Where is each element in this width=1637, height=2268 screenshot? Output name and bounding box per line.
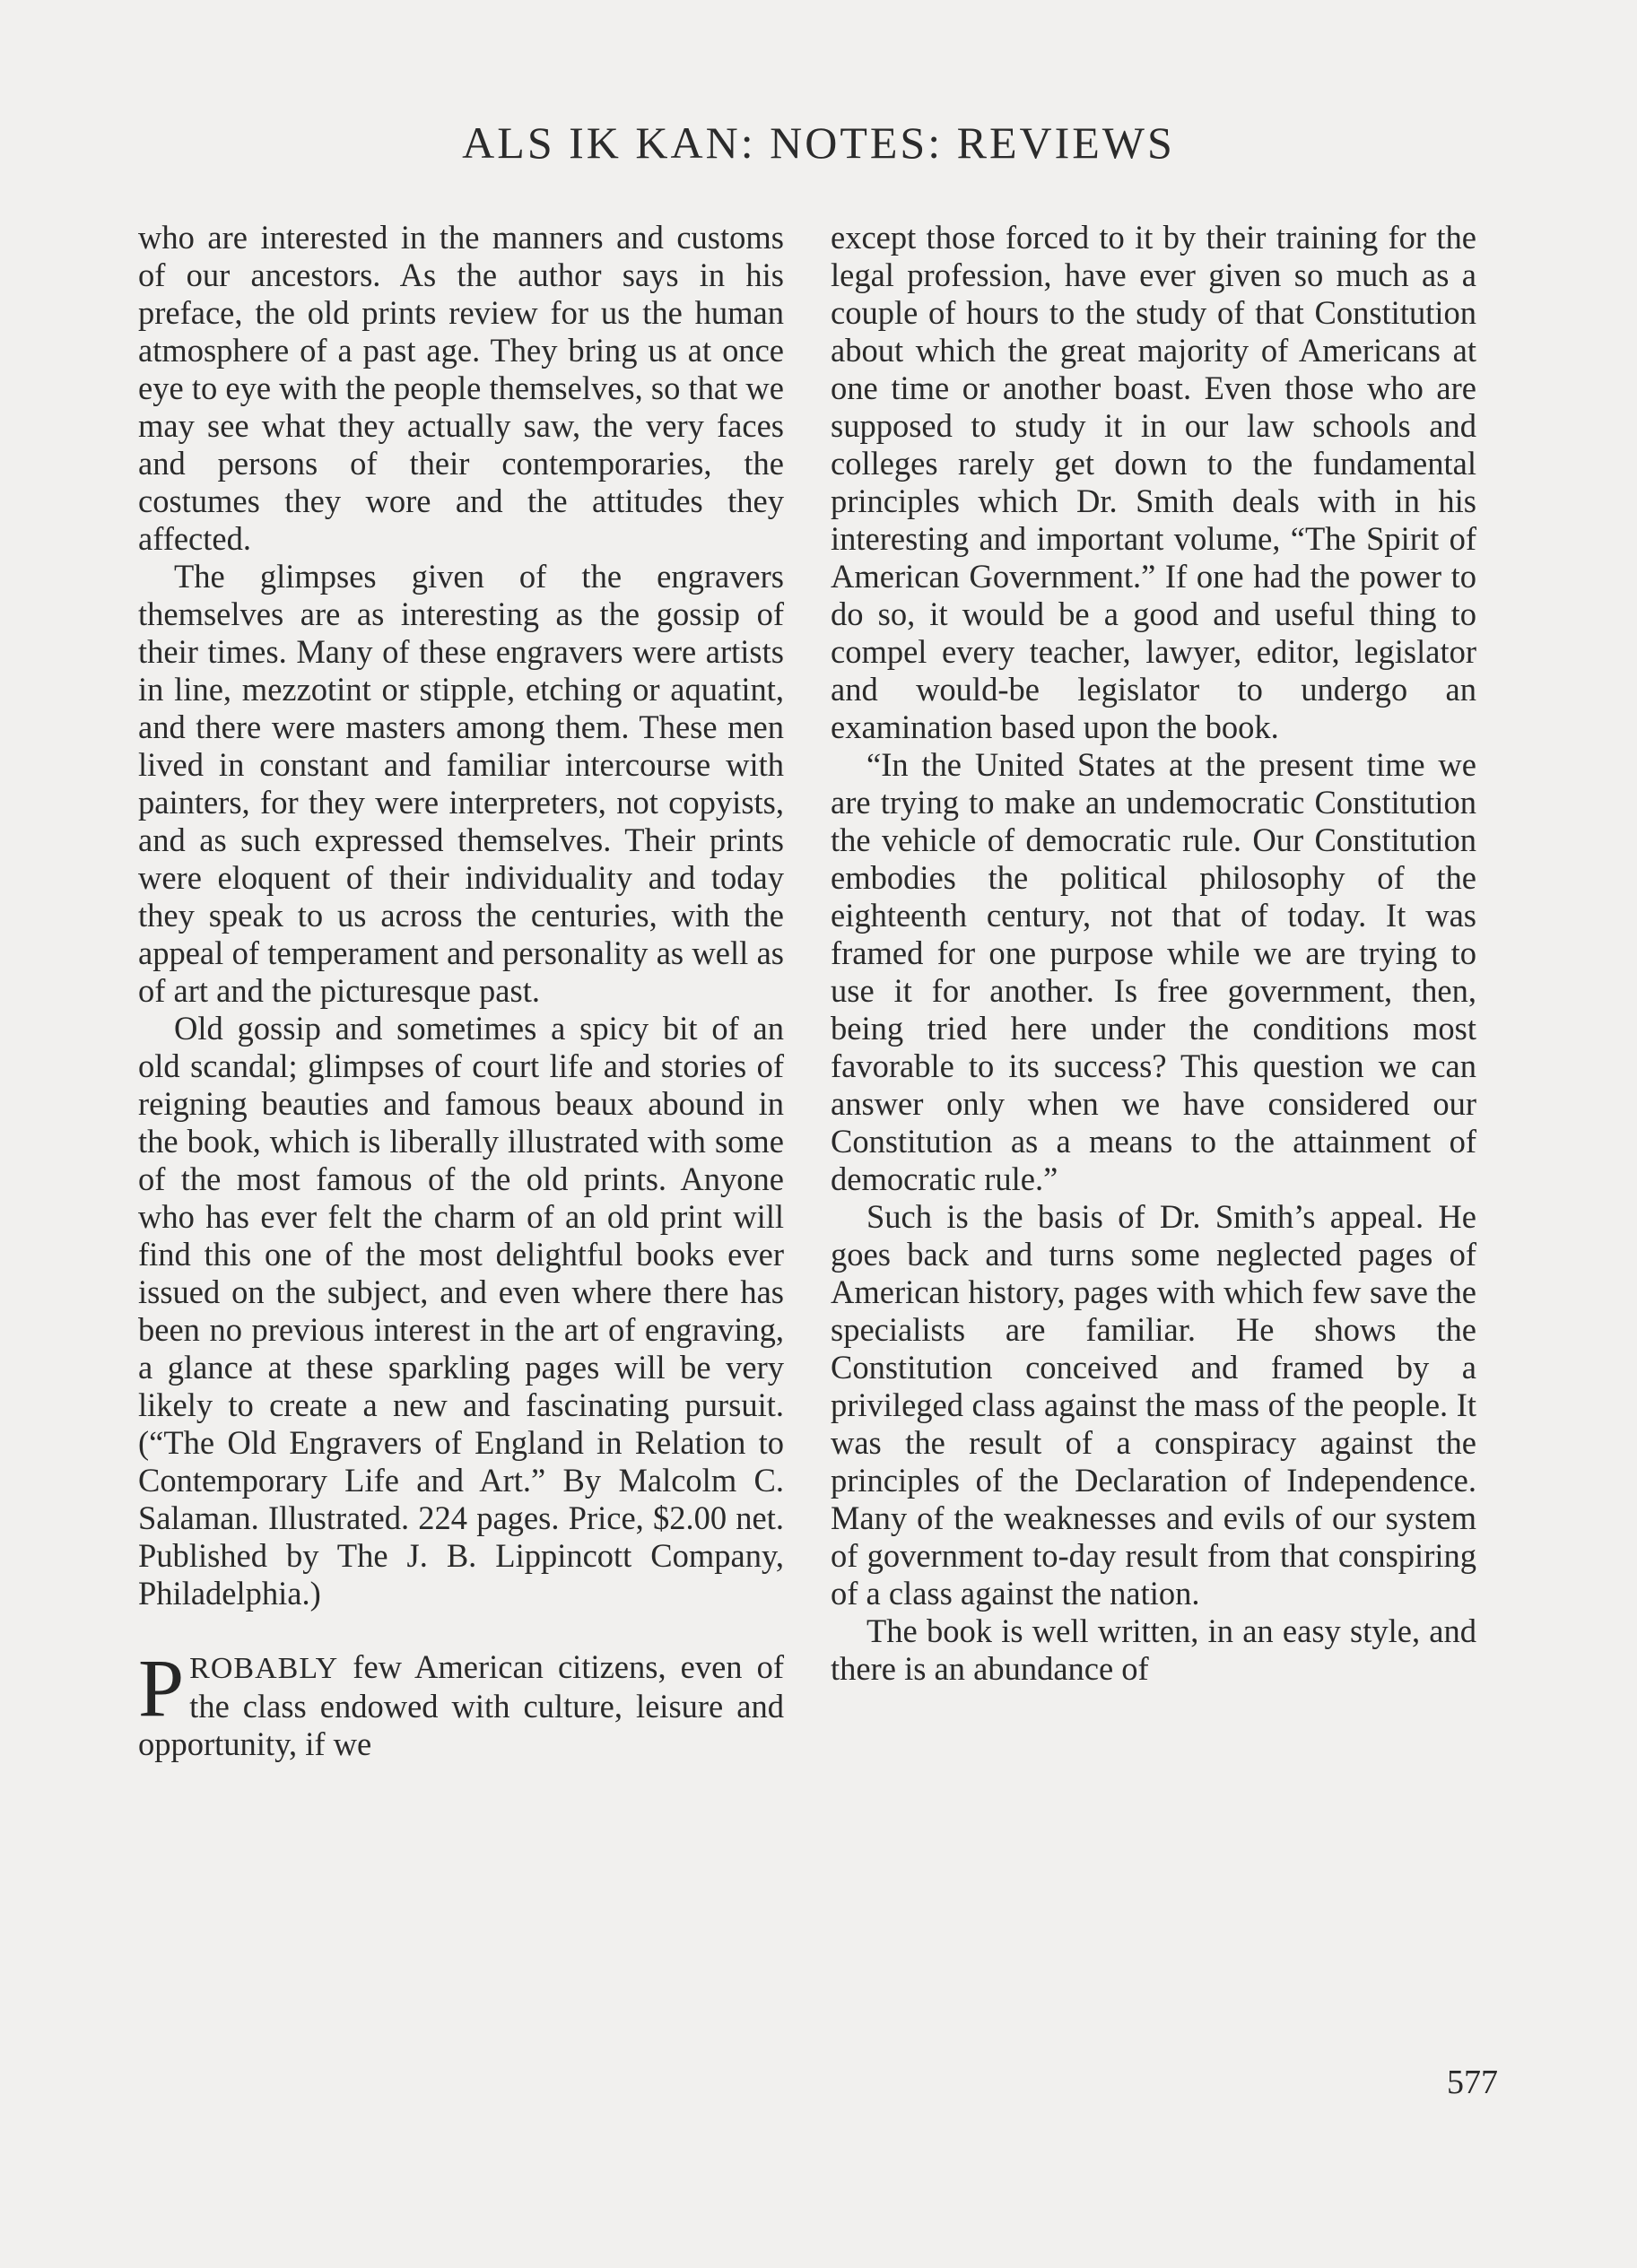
paragraph-right-1: except those forced to it by their training for the legal profession, have ever given so much as a couple of hours to the study of that Constitution about which the great majority of Americans at one time or another boast. Even those who are supposed to study it in our law schools and colleges rarely get down to the fundamental principles which Dr. Smith deals with in his interesting and important volume, “The Spirit of American Government.” If one had the power to do so, it would be a good and useful thing to compel every teacher, lawyer, editor, legislator and would-be legislator to undergo an examination based upon the book. <box>831 219 1476 745</box>
paragraph-right-2: “In the United States at the present time we are trying to make an undemocratic Constitution the vehicle of democratic rule. Our Constitution embodies the political philosophy of the eighteenth century, not that of today. It was framed for one purpose while we are trying to use it for another. Is free government, then, being tried here under the conditions most favorable to its success? This question we can answer only when we have considered our Constitution as a means to the attainment of democratic rule.” <box>831 746 1476 1197</box>
paragraph-right-4: The book is well written, in an easy style, and there is an abundance of <box>831 1612 1476 1687</box>
page-number: 577 <box>1447 2064 1498 2101</box>
running-head: ALS IK KAN: NOTES: REVIEWS <box>462 117 1175 168</box>
paragraph-left-3: Old gossip and sometimes a spicy bit of an old scandal; glimpses of court life and stories of reigning beauties and famous beaux abound in the book, which is liberally illustrated with some of the most famous of the old prints. Anyone who has ever felt the charm of an old print will find this one of the most delightful books ever issued on the subject, and even where there has been no previous interest in the art of engraving, a glance at these sparkling pages will be very likely to create a new and fascinating pursuit. (“The Old Engravers of England in Relation to Contemporary Life and Art.” By Malcolm C. Salaman. Illustrated. 224 pages. Price, $2.00 net. Published by The J. B. Lippincott Company, Philadelphia.) <box>138 1010 784 1612</box>
paragraph-left-2: The glimpses given of the engravers themselves are as interesting as the gossip of their times. Many of these engravers were artists in line, mezzotint or stipple, etching or aquatint, and there were masters among them. These men lived in constant and familiar intercourse with painters, for they were interpreters, not copyists, and as such expressed themselves. Their prints were eloquent of their individuality and today they speak to us across the centuries, with the appeal of temperament and personality as well as of art and the picturesque past. <box>138 558 784 1009</box>
paragraph-left-4 <box>138 1642 784 1763</box>
paragraph-left-1: who are interested in the manners and customs of our ancestors. As the author says in his preface, the old prints review for us the human atmosphere of a past age. They bring us at once eye to eye with the people themselves, so that we may see what they actually saw, the very faces and persons of their contemporaries, the costumes they wore and the attitudes they affected. <box>138 219 784 557</box>
paragraph-right-3: Such is the basis of Dr. Smith’s appeal. He goes back and turns some neglected pages of American history, pages with which few save the specialists are familiar. He shows the Constitution conceived and framed by a privileged class against the mass of the people. It was the result of a conspiracy against the principles of the Declaration of Independence. Many of the weaknesses and evils of our system of government to-day result from that conspiring of a class against the nation. <box>831 1198 1476 1612</box>
right-column <box>831 219 1476 1688</box>
paragraph-left-4-text: few American citizens, even of the class endowed with culture, leisure and opportunity, if we <box>138 1648 784 1762</box>
small-caps-word: ROBABLY <box>189 1652 339 1685</box>
left-column <box>138 219 784 1763</box>
drop-cap-letter: P <box>138 1642 185 1734</box>
